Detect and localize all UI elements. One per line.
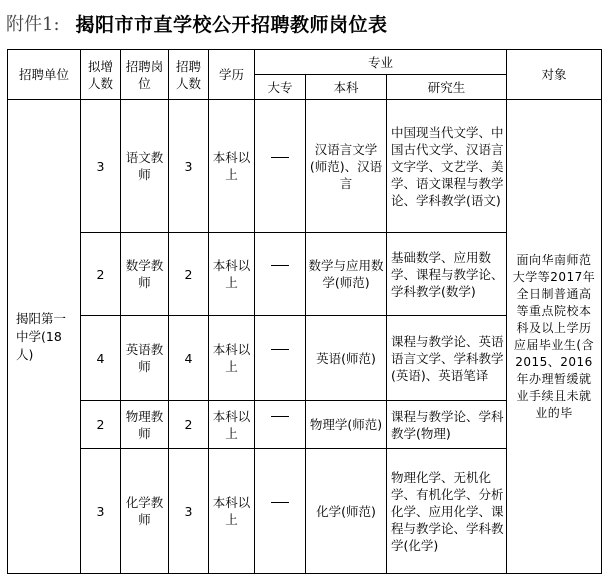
header-major-junior: 大专 [255, 75, 306, 100]
header-recruit-count: 招聘人数 [169, 50, 209, 100]
target-cell: 面向华南师范大学等2017年全日制普通高等重点院校本科及以上学历应届毕业生(含2015、2016年办理暂缓就业手续且未就业的毕 [507, 100, 602, 574]
education-cell: 本科以上 [209, 316, 255, 401]
dash-mark [271, 416, 289, 434]
recruit-count-cell: 3 [169, 100, 209, 233]
dash-mark [271, 349, 289, 367]
education-cell: 本科以上 [209, 401, 255, 449]
position-cell: 语文教师 [121, 100, 169, 233]
position-cell: 数学教师 [121, 233, 169, 316]
graduate-major-cell: 课程与教学论、英语语言文学、学科教学(英语)、英语笔译 [387, 316, 507, 401]
new-count-cell: 3 [81, 449, 121, 574]
header-position: 招聘岗位 [121, 50, 169, 100]
graduate-major-cell: 中国现当代文学、中国古代文学、汉语言文字学、文艺学、美学、语文课程与教学论、学科教学(语文) [387, 100, 507, 233]
recruit-count-cell: 4 [169, 316, 209, 401]
unit-name-cell: 揭阳第一中学(18人) [8, 100, 81, 574]
education-cell: 本科以上 [209, 449, 255, 574]
header-major: 专业 [255, 50, 507, 75]
junior-major-cell [255, 401, 306, 449]
junior-major-cell [255, 233, 306, 316]
dash-mark [271, 157, 289, 175]
new-count-cell: 3 [81, 100, 121, 233]
graduate-major-cell: 物理化学、无机化学、有机化学、分析化学、应用化学、课程与教学论、学科教学(化学) [387, 449, 507, 574]
attachment-label: 附件1: [6, 14, 60, 35]
header-education: 学历 [209, 50, 255, 100]
dash-mark [271, 502, 289, 520]
junior-major-cell [255, 100, 306, 233]
position-cell: 化学教师 [121, 449, 169, 574]
header-row-1 [8, 50, 602, 75]
header-target: 对象 [507, 50, 602, 100]
bachelor-major-cell: 汉语言文学(师范)、汉语言 [306, 100, 387, 233]
bachelor-major-cell: 英语(师范) [306, 316, 387, 401]
position-cell: 物理教师 [121, 401, 169, 449]
recruit-count-cell: 3 [169, 449, 209, 574]
education-cell: 本科以上 [209, 233, 255, 316]
document-title-row [6, 6, 602, 40]
recruit-count-cell: 2 [169, 401, 209, 449]
dash-mark [271, 265, 289, 283]
header-major-bachelor: 本科 [306, 75, 387, 100]
header-major-graduate: 研究生 [387, 75, 507, 100]
page-title: 揭阳市市直学校公开招聘教师岗位表 [75, 13, 388, 36]
bachelor-major-cell: 数学与应用数学(师范) [306, 233, 387, 316]
new-count-cell: 4 [81, 316, 121, 401]
education-cell: 本科以上 [209, 100, 255, 233]
position-cell: 英语教师 [121, 316, 169, 401]
bachelor-major-cell: 化学(师范) [306, 449, 387, 574]
recruitment-table [7, 49, 602, 574]
header-unit: 招聘单位 [8, 50, 81, 100]
table-row [8, 100, 602, 233]
recruit-count-cell: 2 [169, 233, 209, 316]
header-new-count: 拟增人数 [81, 50, 121, 100]
new-count-cell: 2 [81, 233, 121, 316]
new-count-cell: 2 [81, 401, 121, 449]
junior-major-cell [255, 449, 306, 574]
graduate-major-cell: 基础数学、应用数学、课程与教学论、学科教学(数学) [387, 233, 507, 316]
graduate-major-cell: 课程与教学论、学科教学(物理) [387, 401, 507, 449]
bachelor-major-cell: 物理学(师范) [306, 401, 387, 449]
junior-major-cell [255, 316, 306, 401]
